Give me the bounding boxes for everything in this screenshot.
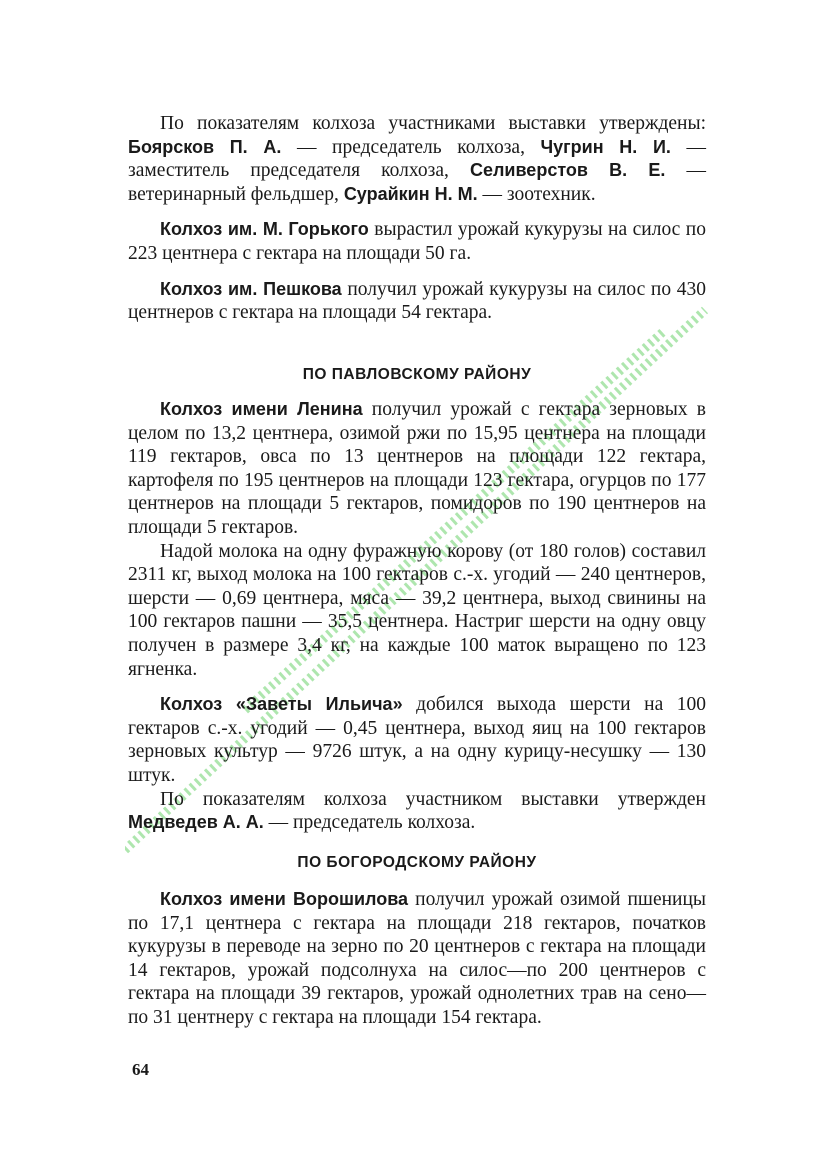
page-number: 64 bbox=[132, 1060, 149, 1079]
paragraph-peshkov: Колхоз им. Пешкова получил урожай кукурузы на силос по 430 центнеров с гектара на площади 54 гектара. bbox=[128, 278, 706, 324]
heading-pavlovsky: ПО ПАВЛОВСКОМУ РАЙОНУ bbox=[302, 366, 532, 383]
paragraph-zavety: Колхоз «Заветы Ильича» добился выхода шерсти на 100 гектаров с.-х. угодий — 0,45 центнера, выход яиц на 100 гектаров зерновых культур — 9726 штук, а на одну курицу-несушку — 130 штук. bbox=[128, 694, 706, 786]
heading-bogorodsky: ПО БОГОРОДСКОМУ РАЙОНУ bbox=[297, 854, 537, 871]
paragraph-lenin: Колхоз имени Ленина получил урожай с гектара зерновых в целом по 13,2 центнера, озимой ржи по 15,95 центнера на площади 119 гектаров, овса по 13 центнеров на площади 122 гектара, картофеля по 195 центнеров на площади 123 гектара, огурцов по 177 центнеров на площади 5 гектаров, помидоров по 190 центнеров на площади 5 гектаров. bbox=[128, 399, 707, 538]
paragraph-medvedev: По показателям колхоза участником выставки утвержден Медведев А. А. — председатель колхоза. bbox=[128, 788, 706, 834]
bogorodsky-text bbox=[128, 888, 706, 1030]
intro-text bbox=[128, 112, 706, 325]
paragraph-exhibitors: По показателям колхоза участниками выставки утверждены: Боярсков П. А. — председатель колхоза, Чугрин Н. И. — заместитель председателя колхоза, Селиверстов В. Е. — ветеринарный фельдшер, Сурайкин Н. М. — зоотехник. bbox=[128, 113, 707, 205]
paragraph-gorky: Колхоз им. М. Горького вырастил урожай кукурузы на силос по 223 центнера с гектара на площади 50 га. bbox=[128, 219, 706, 264]
paragraph-voroshilov: Колхоз имени Ворошилова получил урожай озимой пшеницы по 17,1 центнера с гектара на площади 218 гектаров, початков кукурузы в переводе на зерно по 20 центнеров с гектара на площади 14 гектаров, урожай подсолнуха на силос—по 200 центнеров с гектара на площади 39 гектаров, урожай однолетних трав на сено—по 31 центнеру с гектара на площади 154 гектара. bbox=[128, 889, 707, 1028]
paragraph-milk: Надой молока на одну фуражную корову (от 180 голов) составил 2311 кг, выход молока на 100 гектаров с.-х. угодий — 240 центнеров, шерсти — 0,69 центнера, мяса — 39,2 центнера, выход свинины на 100 гектаров пашни — 35,5 центнера. Настриг шерсти на одну овцу получен в размере 3,4 кг, на каждые 100 маток выращено по 123 ягненка. bbox=[128, 540, 706, 680]
pavlovsky-text bbox=[128, 398, 706, 835]
